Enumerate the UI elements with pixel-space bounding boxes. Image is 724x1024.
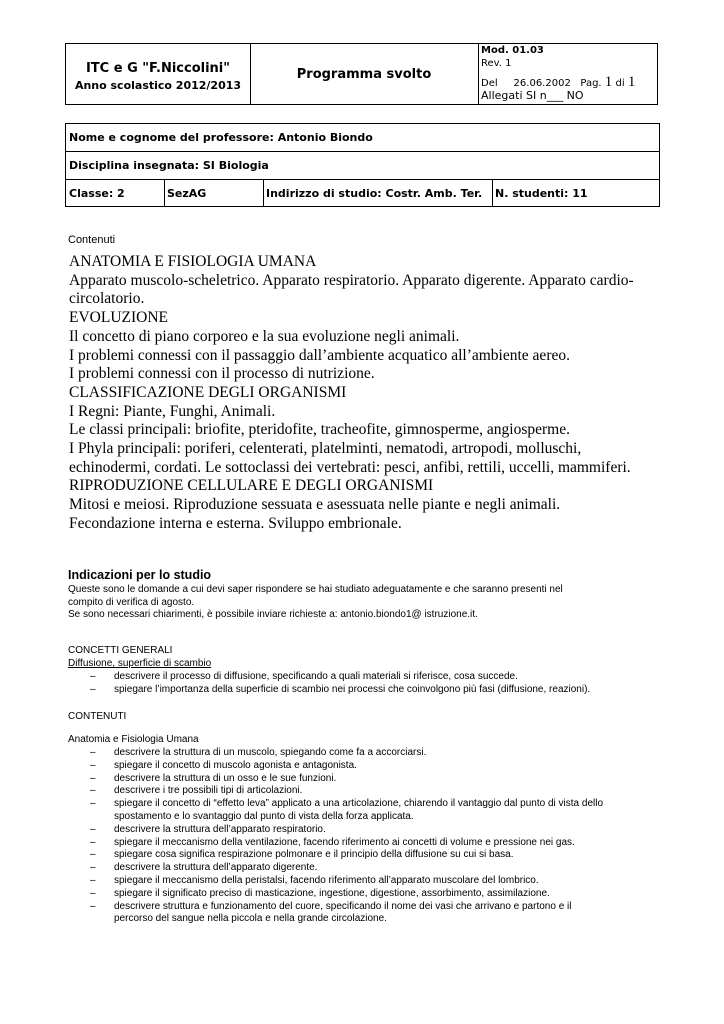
study-guidelines-line: Se sono necessari chiarimenti, è possibile inviare richieste a: antonio.biondo1@ istruzione.it. [68, 609, 478, 620]
list-item [90, 747, 690, 760]
list-item [90, 773, 690, 786]
dash-bullet: – [90, 785, 96, 797]
contents-body [69, 253, 669, 534]
contents-line: circolatorio. [69, 290, 145, 308]
list-item-text: descrivere struttura e funzionamento del cuore, specificando il nome dei vasi che arrivano e partono e il [114, 900, 572, 912]
contents-line: Apparato muscolo-scheletrico. Apparato respiratorio. Apparato digerente. Apparato cardio- [69, 271, 634, 289]
list-item [90, 862, 690, 875]
di-label: di [615, 78, 625, 89]
list-item-text: spiegare il meccanismo della ventilazione, facendo riferimento ai concetti di volume e pressione nei gas. [114, 836, 575, 848]
contents-line: ANATOMIA E FISIOLOGIA UMANA [69, 253, 317, 270]
list-item-text: spostamento e lo svantaggio dal punto di vista della forza applicata. [114, 810, 414, 822]
contents-line: EVOLUZIONE [69, 309, 169, 327]
dash-bullet: – [90, 683, 96, 695]
del-label: Del [481, 78, 498, 89]
study-address: Indirizzo di studio: Costr. Amb. Ter. [266, 187, 483, 200]
list-item-text: spiegare il meccanismo della peristalsi, facendo riferimento all’apparato muscolare del lombrico. [114, 874, 539, 886]
allegati: Allegati SI n___ NO [481, 89, 584, 102]
list-item-text: spiegare il concetto di muscolo agonista e antagonista. [114, 759, 357, 771]
dash-bullet: – [90, 836, 96, 848]
list-item-text: descrivere la struttura di un muscolo, spiegando come fa a accorciarsi. [114, 747, 427, 758]
list-item-text: descrivere la struttura dell’apparato digerente. [114, 862, 318, 874]
contents-line: I Regni: Piante, Funghi, Animali. [69, 402, 276, 420]
list-item [90, 798, 690, 824]
list-item [90, 684, 690, 697]
list-item [90, 837, 690, 850]
list-item [90, 760, 690, 773]
professor-name: Nome e cognome del professore: Antonio Biondo [69, 131, 373, 144]
list-item-text: descrivere la struttura di un osso e le sue funzioni. [114, 772, 337, 784]
list-item [90, 888, 690, 901]
list-item-text: descrivere la struttura dell’apparato respiratorio. [114, 823, 326, 835]
list-item-text: spiegare l’importanza della superficie di scambio nei processi che coinvolgono più fasi (diffusione, reazioni). [114, 683, 591, 695]
list-item-text: spiegare cosa significa respirazione polmonare e il principio della diffusione su cui si basa. [114, 849, 514, 861]
dash-bullet: – [90, 849, 96, 861]
dash-bullet: – [90, 671, 96, 682]
contents-line: RIPRODUZIONE CELLULARE E DEGLI ORGANISMI [69, 477, 434, 495]
section-value: SezAG [167, 187, 207, 200]
contents-subheading: Anatomia e Fisiologia Umana [68, 734, 199, 745]
general-concepts-subheading: Diffusione, superficie di scambio [68, 658, 212, 669]
contents-questions-list [90, 747, 690, 926]
students-cell [492, 180, 659, 206]
title-cell [250, 44, 479, 104]
list-item [90, 875, 690, 888]
contents-heading: CONTENUTI [68, 711, 127, 722]
discipline: Disciplina insegnata: SI Biologia [69, 159, 269, 172]
info-table [65, 123, 660, 207]
school-cell [66, 44, 251, 104]
pag-label: Pag. [580, 78, 602, 89]
info-row-professor [66, 124, 659, 152]
school-year: Anno scolastico 2012/2013 [74, 79, 242, 92]
contents-line: CLASSIFICAZIONE DEGLI ORGANISMI [69, 383, 347, 401]
list-item-text: descrivere i tre possibili tipi di articolazioni. [114, 785, 303, 797]
contents-line: echinodermi, cordati. Le sottoclassi dei vertebrati: pesci, anfibi, rettili, uccelli, mammiferi. [69, 458, 631, 476]
school-name: ITC e G "F.Niccolini" [85, 61, 231, 76]
dash-bullet: – [90, 887, 96, 899]
study-guidelines-line: Queste sono le domande a cui devi saper rispondere se hai studiato adeguatamente e che saranno presenti nel [68, 584, 563, 595]
header-table [65, 43, 658, 105]
general-concepts-list [90, 671, 690, 697]
dash-bullet: – [90, 798, 96, 810]
dash-bullet: – [90, 772, 96, 784]
list-item-text: spiegare il concetto di “effetto leva” applicato a una articolazione, chiarendo il vantaggio dal punto di vista dello [114, 798, 604, 810]
info-row-discipline [66, 152, 659, 180]
list-item [90, 849, 690, 862]
list-item [90, 824, 690, 837]
module-cell [478, 44, 657, 104]
contents-line: Le classi principali: briofite, pteridofite, tracheofite, gimnosperme, angiosperme. [69, 421, 570, 439]
section-cell [164, 180, 264, 206]
student-count: N. studenti: 11 [495, 187, 588, 200]
module-code: Mod. 01.03 [481, 45, 544, 56]
info-row-class [66, 180, 659, 207]
list-item [90, 671, 690, 684]
contents-line: Fecondazione interna e esterna. Sviluppo embrionale. [69, 514, 402, 532]
dash-bullet: – [90, 900, 96, 912]
document-title: Programma svolto [296, 67, 432, 82]
study-guidelines-line: compito di verifica di agosto. [68, 597, 195, 608]
dash-bullet: – [90, 823, 96, 835]
contents-line: I problemi connessi con il processo di nutrizione. [69, 365, 375, 383]
list-item [90, 901, 690, 927]
general-concepts-heading: CONCETTI GENERALI [68, 645, 173, 656]
contents-label: Contenuti [68, 234, 116, 246]
dash-bullet: – [90, 747, 96, 758]
contents-line: I Phyla principali: poriferi, celenterati, platelminti, nematodi, artropodi, molluschi, [69, 440, 582, 458]
list-item-text: percorso del sangue nella piccola e nella grande circolazione. [114, 913, 387, 925]
list-item-text: spiegare il significato preciso di masticazione, ingestione, digestione, assorbimento, assimilazione. [114, 887, 550, 899]
class-value: Classe: 2 [69, 187, 125, 200]
list-item-text: descrivere il processo di diffusione, specificando a quali materiali si riferisce, cosa succede. [114, 671, 518, 682]
list-item [90, 785, 690, 798]
page-total: 1 [627, 74, 636, 90]
del-date: 26.06.2002 [513, 78, 571, 89]
dash-bullet: – [90, 862, 96, 874]
dash-bullet: – [90, 759, 96, 771]
study-guidelines-title: Indicazioni per lo studio [68, 568, 212, 582]
class-cell [66, 180, 165, 206]
contents-line: Il concetto di piano corporeo e la sua evoluzione negli animali. [69, 327, 460, 345]
dash-bullet: – [90, 874, 96, 886]
contents-line: Mitosi e meiosi. Riproduzione sessuata e asessuata nelle piante e negli animali. [69, 496, 561, 514]
address-cell [263, 180, 493, 206]
contents-line: I problemi connessi con il passaggio dall’ambiente acquatico all’ambiente aereo. [69, 346, 570, 364]
revision: Rev. 1 [481, 58, 512, 69]
page-number: 1 [604, 74, 613, 90]
